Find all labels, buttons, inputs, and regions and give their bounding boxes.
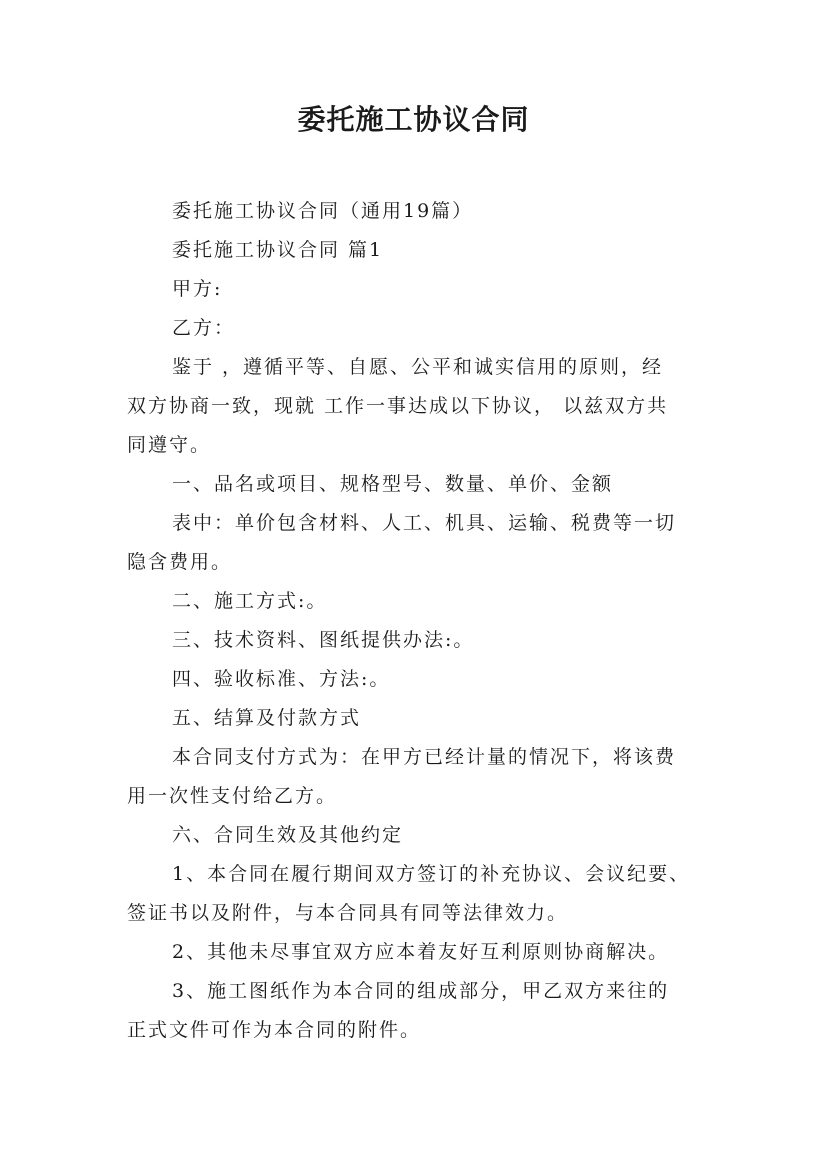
paragraph-line: 3、施工图纸作为本合同的组成部分，甲乙双方来往的 <box>172 980 670 1002</box>
paragraph-line: 签证书以及附件，与本合同具有同等法律效力。 <box>127 902 569 924</box>
section-heading: 委托施工协议合同 篇1 <box>172 239 384 261</box>
paragraph-line: 同遵守。 <box>127 434 212 456</box>
paragraph-line: 双方协商一致，现就 工作一事达成以下协议， 以兹双方共 <box>127 395 669 417</box>
subtitle-line: 委托施工协议合同（通用19篇） <box>172 200 474 222</box>
paragraph-line: 用一次性支付给乙方。 <box>127 785 338 807</box>
party-b-line: 乙方： <box>172 317 236 339</box>
paragraph-line: 鉴于 ，遵循平等、自愿、公平和诚实信用的原则，经 <box>172 356 664 378</box>
document-title: 委托施工协议合同 <box>297 103 530 136</box>
clause-heading: 六、合同生效及其他约定 <box>172 824 404 846</box>
paragraph-line: 本合同支付方式为：在甲方已经计量的情况下，将该费 <box>172 746 677 768</box>
clause-heading: 五、结算及付款方式 <box>172 707 362 729</box>
clause-heading: 三、技术资料、图纸提供办法:。 <box>172 629 475 651</box>
paragraph-line: 2、其他未尽事宜双方应本着友好互利原则协商解决。 <box>172 941 670 963</box>
paragraph-line: 正式文件可作为本合同的附件。 <box>127 1019 422 1041</box>
paragraph-line: 隐含费用。 <box>127 551 233 573</box>
clause-heading: 二、施工方式:。 <box>172 590 328 612</box>
clause-heading: 四、验收标准、方法:。 <box>172 668 391 690</box>
paragraph-line: 1、本合同在履行期间双方签订的补充协议、会议纪要、 <box>172 863 691 885</box>
paragraph-line: 表中：单价包含材料、人工、机具、运输、税费等一切 <box>172 512 677 534</box>
party-a-line: 甲方: <box>172 278 223 300</box>
clause-heading: 一、品名或项目、规格型号、数量、单价、金额 <box>172 473 614 495</box>
